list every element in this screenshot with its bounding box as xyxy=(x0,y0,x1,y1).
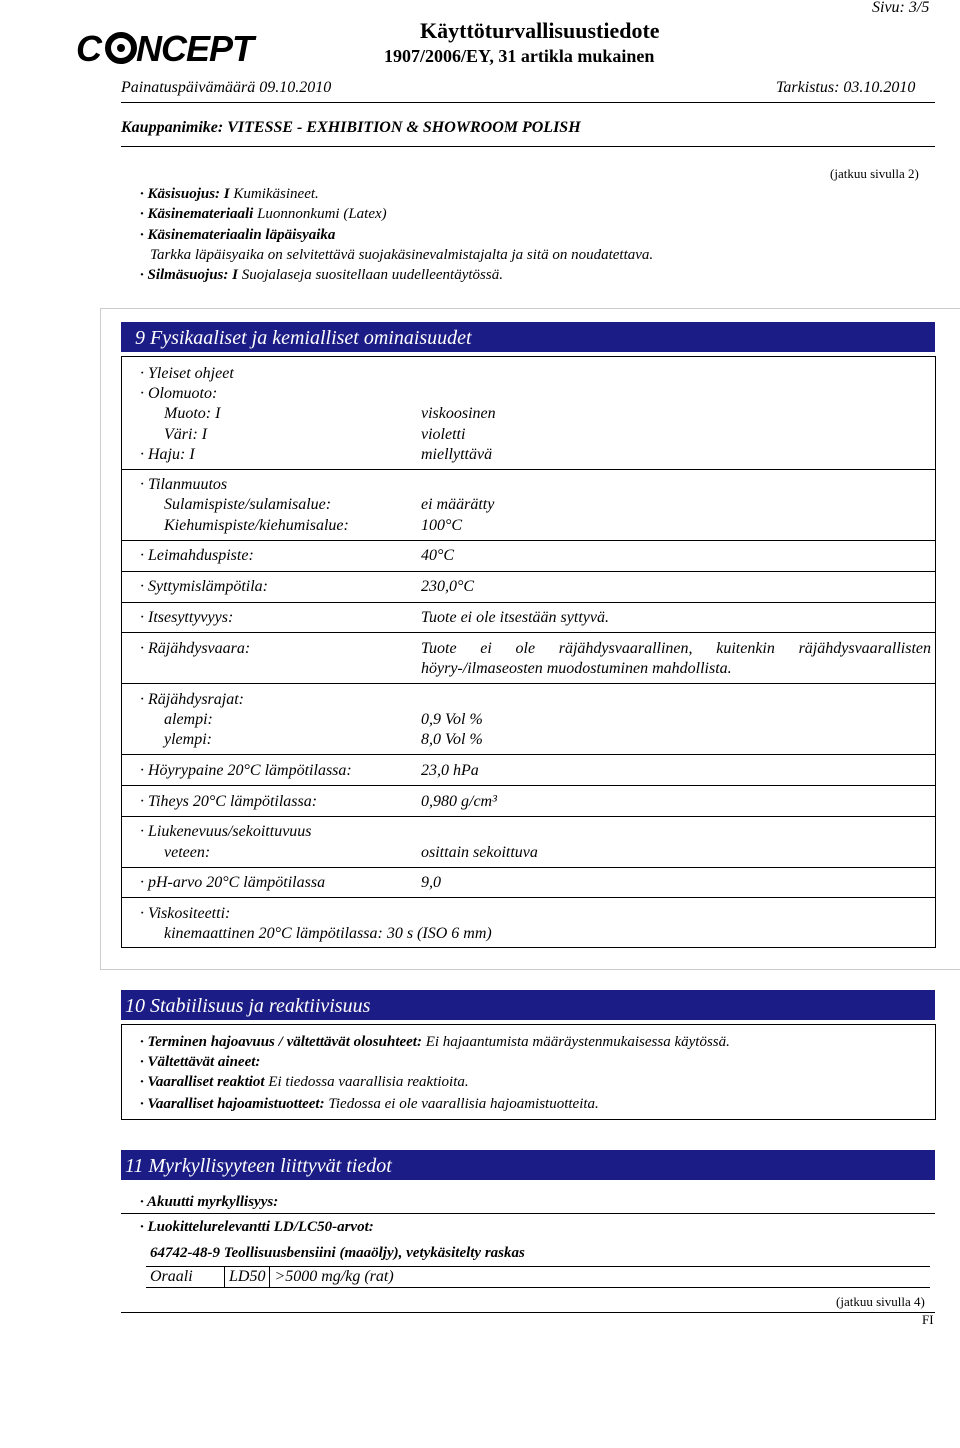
section10-line: · Terminen hajoavuus / vältettävät olosuhteet: Ei hajaantumista määräystenmukaisessa käytössä. xyxy=(140,1034,730,1050)
ignition-temp-label: · Syttymislämpötila: xyxy=(140,578,268,595)
color-value: violetti xyxy=(421,426,466,443)
row-divider xyxy=(121,540,935,541)
self-ignition-label: · Itsesyttyvyys: xyxy=(140,609,234,626)
row-divider xyxy=(121,816,935,817)
route-cell: Oraali xyxy=(146,1267,225,1288)
vapor-pressure-label: · Höyrypaine 20°C lämpötilassa: xyxy=(140,762,352,779)
kinematic-viscosity-value: 30 s (ISO 6 mm) xyxy=(386,925,492,942)
intro-line: Tarkka läpäisyaika on selvitettävä suojakäsinevalmistajalta ja sitä on noudatettava. xyxy=(150,247,654,263)
lower-limit-label: alempi: xyxy=(164,711,213,728)
state-change-label: · Tilanmuutos xyxy=(140,476,228,493)
row-divider xyxy=(121,683,935,684)
section10-line: · Vältettävät aineet: xyxy=(140,1054,261,1070)
ld-values-label: · Luokittelurelevantti LD/LC50-arvot: xyxy=(140,1219,374,1235)
value-cell: >5000 mg/kg (rat) xyxy=(270,1267,931,1288)
row-divider xyxy=(121,754,935,755)
footer-divider xyxy=(121,1312,935,1313)
boiling-point-label: Kiehumispiste/kiehumisalue: xyxy=(164,517,349,534)
shape-label: Muoto: I xyxy=(164,405,221,422)
document-subtitle: 1907/2006/EY, 31 artikla mukainen xyxy=(384,46,655,66)
document-title: Käyttöturvallisuustiedote xyxy=(420,18,660,43)
water-solubility-label: veteen: xyxy=(164,844,211,861)
boiling-point-value: 100°C xyxy=(421,517,463,534)
row-divider xyxy=(121,632,935,633)
concept-logo xyxy=(76,30,272,66)
print-date: Painatuspäivämäärä 09.10.2010 xyxy=(121,79,332,96)
general-info-label: · Yleiset ohjeet xyxy=(140,365,234,382)
svg-text:NCEPT: NCEPT xyxy=(136,30,254,66)
explosion-limits-label: · Räjähdysrajat: xyxy=(140,691,244,708)
form-label: · Olomuoto: xyxy=(140,385,218,402)
intro-line: · Silmäsuojus: I Suojalaseja suositellaan uudelleentäytössä. xyxy=(140,267,503,283)
svg-text:C: C xyxy=(76,30,101,66)
row-divider xyxy=(121,571,935,572)
table-row xyxy=(146,1267,930,1288)
continued-from: (jatkuu sivulla 2) xyxy=(830,166,919,181)
intro-line: · Käsinemateriaalin läpäisyaika xyxy=(140,227,336,243)
substance-name: 64742-48-9 Teollisuusbensiini (maaöljy), vetykäsitelty raskas xyxy=(150,1245,525,1261)
density-value: 0,980 g/cm³ xyxy=(421,793,497,810)
vapor-pressure-value: 23,0 hPa xyxy=(421,762,479,779)
viscosity-label: · Viskositeetti: xyxy=(140,905,231,922)
intro-line: · Käsinemateriaali Luonnonkumi (Latex) xyxy=(140,206,387,222)
row-divider xyxy=(121,602,935,603)
melting-point-value: ei määrätty xyxy=(421,496,495,513)
trade-name-divider xyxy=(121,146,935,147)
language-code: FI xyxy=(922,1312,934,1327)
continued-to: (jatkuu sivulla 4) xyxy=(836,1294,925,1309)
section9-heading: 9 Fysikaaliset ja kemialliset ominaisuudet xyxy=(121,322,935,352)
odor-label: · Haju: I xyxy=(140,446,195,463)
kinematic-viscosity-label: kinemaattinen 20°C lämpötilassa: 30 s (ISO 6 mm) xyxy=(164,925,492,942)
section10-heading: 10 Stabiilisuus ja reaktiivisuus xyxy=(121,990,935,1020)
section10-line: · Vaaralliset hajoamistuotteet: Tiedossa ei ole vaarallisia hajoamistuotteita. xyxy=(140,1096,599,1112)
explosion-hazard-value: Tuote ei ole räjähdysvaarallinen, kuitenkin räjähdysvaarallisten xyxy=(421,640,931,657)
flash-point-label: · Leimahduspiste: xyxy=(140,547,254,564)
flash-point-value: 40°C xyxy=(421,547,455,564)
row-divider xyxy=(121,469,935,470)
section10-line: · Vaaralliset reaktiot Ei tiedossa vaarallisia reaktioita. xyxy=(140,1074,469,1090)
ph-value: 9,0 xyxy=(421,874,441,891)
ph-label: · pH-arvo 20°C lämpötilassa xyxy=(140,874,326,891)
row-divider xyxy=(121,867,935,868)
solubility-label: · Liukenevuus/sekoittuvuus xyxy=(140,823,312,840)
shape-value: viskoosinen xyxy=(421,405,496,422)
color-label: Väri: I xyxy=(164,426,208,443)
revision-date: Tarkistus: 03.10.2010 xyxy=(776,79,916,96)
trade-name: Kauppanimike: VITESSE - EXHIBITION & SHOWROOM POLISH xyxy=(121,119,581,136)
explosion-hazard-label: · Räjähdysvaara: xyxy=(140,640,251,657)
upper-limit-label: ylempi: xyxy=(164,731,212,748)
explosion-hazard-value-2: höyry-/ilmaseosten muodostuminen mahdollista. xyxy=(421,660,732,677)
odor-value: miellyttävä xyxy=(421,446,493,463)
ignition-temp-value: 230,0°C xyxy=(421,578,475,595)
density-label: · Tiheys 20°C lämpötilassa: xyxy=(140,793,318,810)
row-divider xyxy=(121,897,935,898)
row-divider xyxy=(121,1213,935,1214)
intro-line: · Käsisuojus: I Kumikäsineet. xyxy=(140,186,319,202)
acute-toxicity-label: · Akuutti myrkyllisyys: xyxy=(140,1194,279,1210)
self-ignition-value: Tuote ei ole itsestään syttyvä. xyxy=(421,609,609,626)
header-divider xyxy=(121,102,935,103)
page-number: Sivu: 3/5 xyxy=(872,0,930,16)
lower-limit-value: 0,9 Vol % xyxy=(421,711,483,728)
upper-limit-value: 8,0 Vol % xyxy=(421,731,483,748)
melting-point-label: Sulamispiste/sulamisalue: xyxy=(164,496,332,513)
row-divider xyxy=(121,785,935,786)
type-cell: LD50 xyxy=(225,1267,270,1288)
water-solubility-value: osittain sekoittuva xyxy=(421,844,538,861)
section11-heading: 11 Myrkyllisyyteen liittyvät tiedot xyxy=(121,1150,935,1180)
toxicity-table xyxy=(146,1266,930,1288)
